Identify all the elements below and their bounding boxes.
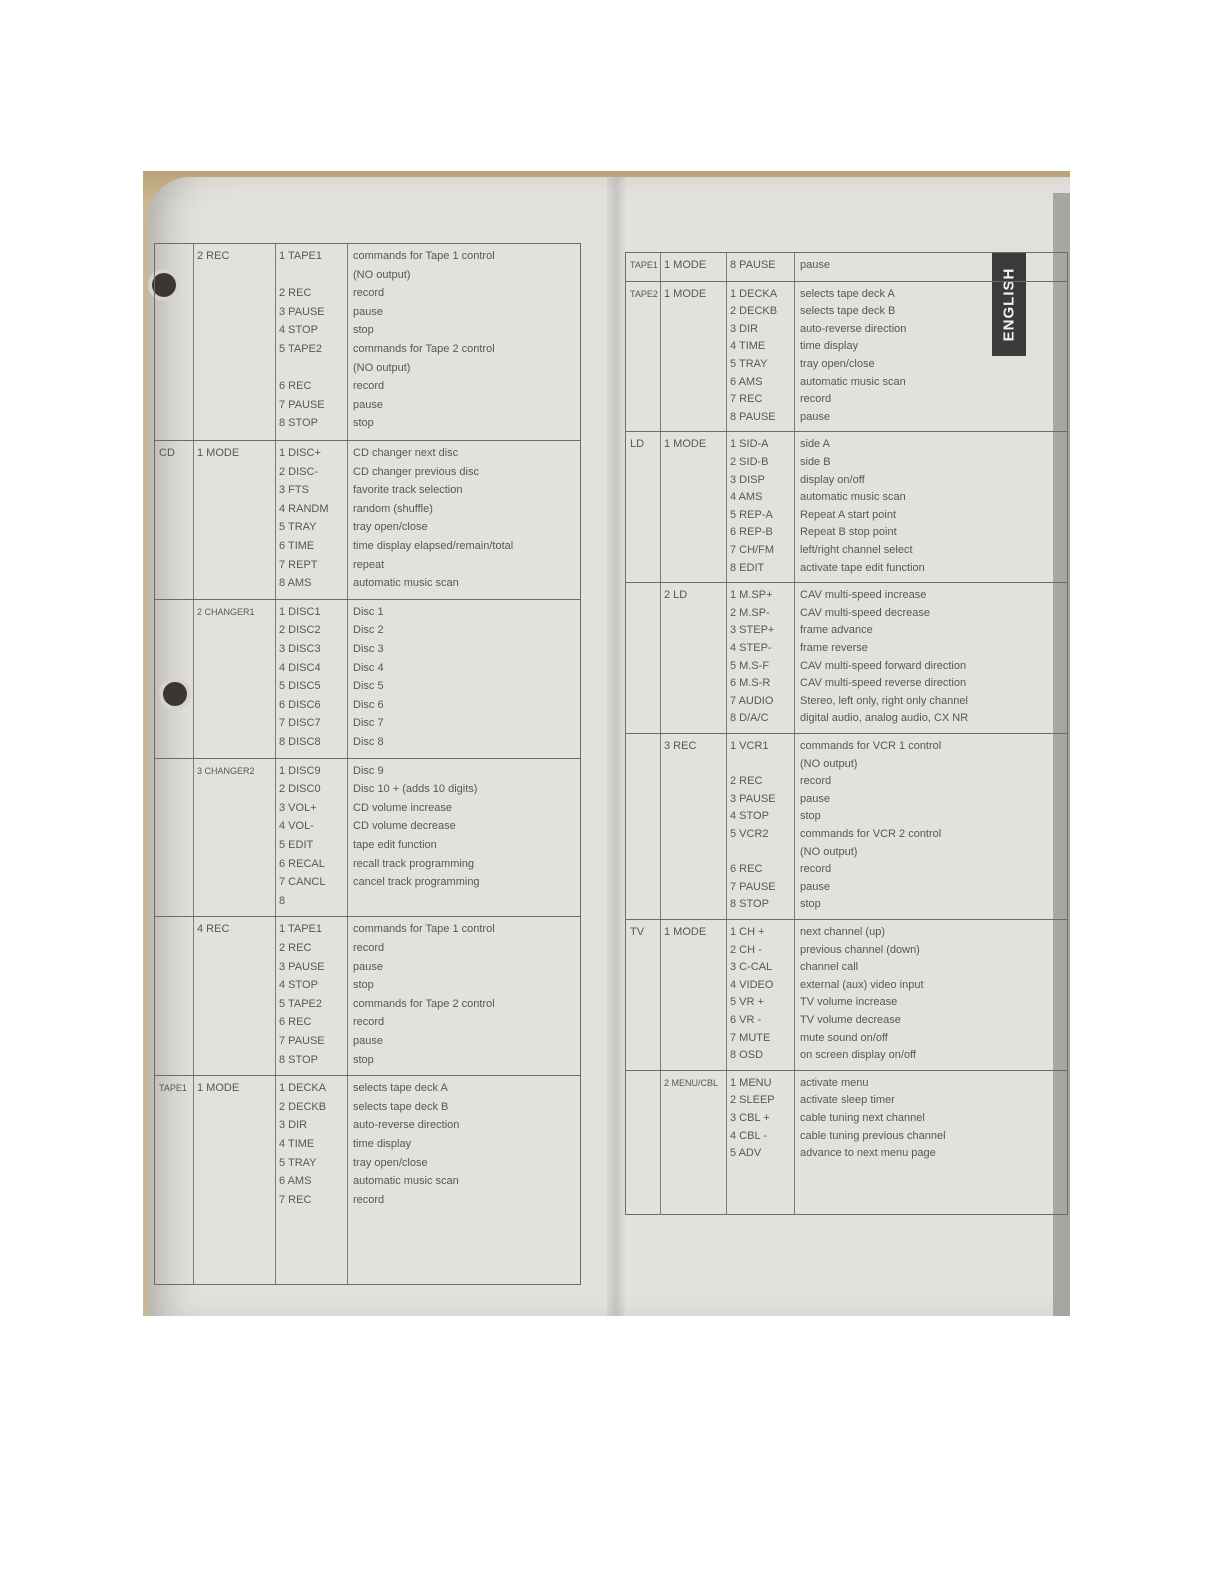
key-cell: 4 VOL- [279, 820, 314, 833]
description-cell: stop [353, 979, 374, 992]
key-cell: 6 RECAL [279, 857, 325, 870]
key-cell: 6 TIME [279, 540, 315, 552]
key-cell: 2 DISC0 [279, 783, 321, 796]
description-cell: Disc 7 [353, 717, 384, 730]
key-cell: 6 DISC6 [279, 698, 321, 711]
key-cell: 4 VIDEO [730, 978, 774, 991]
key-cell: 7 CANCL [279, 876, 326, 889]
key-cell: 7 REC [279, 1193, 312, 1206]
description-cell: selects tape deck B [353, 1100, 449, 1113]
mode-label: 2 CHANGER1 [197, 606, 255, 617]
key-cell: 1 MENU [730, 1076, 772, 1089]
key-cell: 8 EDIT [730, 561, 765, 574]
group-label: LD [630, 438, 645, 451]
key-cell: 2 DECKB [730, 305, 778, 318]
description-cell: tray open/close [800, 357, 875, 370]
key-cell: 7 DISC7 [279, 717, 321, 730]
description-cell: display on/off [800, 473, 865, 486]
left-function-table [154, 243, 581, 1285]
key-cell: 8 STOP [279, 417, 318, 430]
key-cell: 6 REC [279, 1016, 312, 1029]
description-cell: channel call [800, 961, 859, 974]
description-cell: activate menu [800, 1076, 869, 1089]
description-cell: record [353, 380, 385, 393]
table-section [626, 253, 1067, 281]
description-cell: Stereo, left only, right only channel [800, 694, 968, 707]
key-cell: 4 TIME [730, 340, 766, 353]
description-cell: tray open/close [353, 1156, 428, 1169]
description-cell: CAV multi-speed forward direction [800, 659, 967, 672]
description-cell: advance to next menu page [800, 1147, 936, 1160]
description-cell: frame advance [800, 624, 873, 637]
table-section [155, 758, 580, 917]
description-cell: CAV multi-speed decrease [800, 606, 931, 619]
mode-label: 1 MODE [197, 1082, 240, 1095]
key-cell: 2 DISC- [279, 465, 319, 478]
description-cell: tray open/close [353, 521, 428, 534]
table-section [155, 440, 580, 599]
key-cell: 7 CH/FM [730, 543, 774, 556]
description-cell: record [353, 941, 385, 954]
key-cell: 8 OSD [730, 1049, 764, 1062]
table-section [155, 1075, 580, 1215]
key-cell: 3 C-CAL [730, 961, 773, 974]
description-cell: pause [800, 792, 830, 805]
key-cell: 1 DECKA [279, 1082, 327, 1095]
key-cell: 8 AMS [279, 577, 312, 590]
mode-label: 1 MODE [664, 287, 707, 300]
mode-label: 3 REC [664, 740, 697, 752]
table-section [626, 919, 1067, 1070]
description-cell: pause [800, 410, 830, 423]
right-function-table [625, 252, 1068, 1215]
key-cell: 3 FTS [279, 484, 309, 497]
description-cell: auto-reverse direction [353, 1119, 460, 1132]
description-cell: commands for Tape 2 control [353, 343, 495, 355]
key-cell: 4 STOP [730, 810, 769, 823]
mode-label: 1 MODE [664, 259, 707, 271]
mode-label: 2 LD [664, 589, 688, 602]
group-label: TAPE1 [630, 260, 658, 270]
manual-page [149, 177, 1070, 1316]
key-cell: 2 M.SP- [730, 606, 770, 619]
description-cell: Repeat B stop point [800, 526, 897, 539]
table-section [155, 916, 580, 1075]
key-cell: 4 CBL - [730, 1129, 767, 1142]
key-cell: 6 AMS [730, 375, 763, 388]
key-cell: 2 CH - [730, 943, 762, 956]
key-cell: 3 PAUSE [730, 792, 776, 805]
key-cell: 2 SLEEP [730, 1094, 775, 1107]
key-cell: 1 TAPE1 [279, 250, 323, 262]
description-cell: Disc 1 [353, 605, 384, 618]
key-cell: 4 TIME [279, 1137, 315, 1150]
key-cell: 1 DECKA [730, 287, 778, 300]
key-cell: 8 STOP [730, 898, 769, 911]
description-cell: frame reverse [800, 641, 868, 654]
description-cell: commands for VCR 1 control [800, 740, 942, 752]
description-cell: pause [353, 960, 383, 973]
key-cell: 4 STOP [279, 324, 318, 337]
key-cell: 1 DISC9 [279, 764, 321, 777]
description-cell: pause [800, 259, 830, 271]
table-section [626, 582, 1067, 733]
key-cell: 4 RANDM [279, 502, 329, 515]
group-label: TAPE2 [630, 288, 658, 299]
description-cell: TV volume increase [800, 996, 898, 1009]
description-cell: (NO output) [353, 268, 411, 281]
key-cell: 7 PAUSE [730, 880, 776, 893]
table-section [626, 431, 1067, 582]
description-cell: CD changer next disc [353, 447, 459, 459]
key-cell: 6 VR - [730, 1014, 762, 1026]
description-cell: selects tape deck B [800, 305, 896, 318]
description-cell: pause [353, 305, 383, 318]
description-cell: cable tuning previous channel [800, 1129, 946, 1142]
key-cell: 4 DISC4 [279, 661, 321, 674]
key-cell: 8 STOP [279, 1053, 318, 1066]
mode-label: 2 REC [197, 250, 230, 262]
table-section [626, 281, 1067, 432]
key-cell: 3 STEP+ [730, 624, 775, 637]
key-cell: 6 M.S-R [730, 677, 771, 690]
table-section [626, 733, 1067, 919]
description-cell: CAV multi-speed reverse direction [800, 677, 967, 690]
description-cell: Disc 4 [353, 661, 384, 674]
description-cell: (NO output) [800, 757, 858, 770]
description-cell: commands for Tape 1 control [353, 250, 495, 262]
key-cell: 3 PAUSE [279, 305, 325, 318]
description-cell: recall track programming [353, 857, 475, 870]
key-cell: 1 DISC+ [279, 447, 321, 459]
key-cell: 4 STEP- [730, 641, 772, 654]
key-cell: 1 M.SP+ [730, 589, 773, 602]
description-cell: Disc 10 + (adds 10 digits) [353, 783, 478, 796]
key-cell: 5 EDIT [279, 838, 314, 851]
description-cell: activate sleep timer [800, 1094, 895, 1107]
description-cell: TV volume decrease [800, 1014, 901, 1026]
description-cell: favorite track selection [353, 484, 463, 497]
description-cell: stop [353, 1053, 374, 1066]
description-cell: stop [800, 810, 821, 823]
description-cell: activate tape edit function [800, 561, 925, 574]
description-cell: Disc 6 [353, 698, 384, 711]
description-cell: selects tape deck A [800, 287, 895, 300]
description-cell: automatic music scan [800, 375, 906, 388]
key-cell: 2 REC [279, 941, 312, 954]
key-cell: 5 TAPE2 [279, 997, 323, 1010]
key-cell: 1 SID-A [730, 438, 769, 451]
description-cell: record [353, 1193, 385, 1206]
key-cell: 7 MUTE [730, 1031, 771, 1044]
key-cell: 1 TAPE1 [279, 923, 323, 936]
description-cell: random (shuffle) [353, 502, 433, 515]
mode-label: 3 CHANGER2 [197, 765, 255, 776]
description-cell: CD changer previous disc [353, 465, 479, 478]
key-cell: 6 REP-B [730, 526, 773, 539]
description-cell: mute sound on/off [800, 1031, 888, 1044]
description-cell: record [800, 775, 832, 788]
key-cell: 4 AMS [730, 491, 763, 504]
key-cell: 7 PAUSE [279, 398, 325, 411]
document-photo [143, 171, 1070, 1316]
key-cell: 3 DIR [730, 322, 759, 335]
mode-label: 1 MODE [197, 447, 240, 459]
description-cell: record [800, 393, 832, 406]
description-cell: next channel (up) [800, 926, 885, 938]
description-cell: side A [800, 438, 830, 451]
key-cell: 7 AUDIO [730, 694, 774, 707]
key-cell: 6 REC [279, 380, 312, 393]
description-cell: time display [353, 1137, 412, 1150]
description-cell: commands for VCR 2 control [800, 828, 942, 840]
description-cell: time display [800, 340, 859, 353]
key-cell: 3 DISP [730, 473, 765, 486]
description-cell: Disc 9 [353, 764, 384, 777]
description-cell: Disc 3 [353, 642, 384, 655]
key-cell: 7 REC [730, 393, 763, 406]
key-cell: 5 TRAY [730, 357, 768, 370]
description-cell: (NO output) [800, 845, 858, 858]
description-cell: stop [353, 324, 374, 337]
key-cell: 2 SID-B [730, 455, 769, 468]
description-cell: Disc 2 [353, 624, 384, 637]
description-cell: CAV multi-speed increase [800, 589, 927, 602]
page-fold [607, 177, 625, 1316]
key-cell: 3 DISC3 [279, 642, 321, 655]
description-cell: external (aux) video input [800, 978, 924, 991]
description-cell: automatic music scan [353, 577, 459, 590]
key-cell: 5 DISC5 [279, 680, 321, 693]
description-cell: repeat [353, 558, 385, 571]
description-cell: digital audio, analog audio, CX NR [800, 712, 969, 725]
description-cell: pause [353, 1034, 383, 1047]
description-cell: commands for Tape 1 control [353, 923, 495, 936]
table-section [626, 1070, 1067, 1168]
key-cell: 5 VR + [730, 996, 764, 1009]
description-cell: record [353, 1016, 385, 1029]
key-cell: 5 TRAY [279, 521, 317, 534]
description-cell: automatic music scan [800, 491, 906, 504]
group-label: TV [630, 926, 645, 938]
description-cell: tape edit function [353, 838, 437, 851]
mode-label: 4 REC [197, 923, 230, 936]
group-label: TAPE1 [159, 1083, 187, 1094]
description-cell: CD volume decrease [353, 820, 456, 833]
key-cell: 2 REC [730, 775, 763, 788]
language-tab-label: ENGLISH [1000, 267, 1018, 341]
key-cell: 5 VCR2 [730, 828, 769, 840]
description-cell: cancel track programming [353, 876, 480, 889]
description-cell: commands for Tape 2 control [353, 997, 495, 1010]
description-cell: record [800, 863, 832, 876]
mode-label: 1 MODE [664, 438, 707, 451]
description-cell: side B [800, 455, 831, 468]
key-cell: 8 PAUSE [730, 410, 776, 423]
description-cell: selects tape deck A [353, 1082, 448, 1095]
description-cell: stop [353, 417, 374, 430]
key-cell: 5 ADV [730, 1147, 762, 1160]
key-cell: 2 DISC2 [279, 624, 321, 637]
key-cell: 5 TAPE2 [279, 343, 323, 355]
key-cell: 3 CBL + [730, 1111, 770, 1124]
description-cell: stop [800, 898, 821, 911]
description-cell: Disc 8 [353, 735, 384, 748]
mode-label: 1 MODE [664, 926, 707, 938]
description-cell: Repeat A start point [800, 508, 897, 521]
mode-label: 2 MENU/CBL [664, 1077, 719, 1088]
description-cell: previous channel (down) [800, 943, 920, 956]
key-cell: 5 REP-A [730, 508, 773, 521]
description-cell: pause [353, 398, 383, 411]
key-cell: 7 PAUSE [279, 1034, 325, 1047]
key-cell: 6 AMS [279, 1175, 312, 1188]
key-cell: 8 PAUSE [730, 259, 776, 271]
key-cell: 1 VCR1 [730, 740, 769, 752]
key-cell: 6 REC [730, 863, 763, 876]
description-cell: CD volume increase [353, 801, 453, 814]
key-cell: 3 DIR [279, 1119, 308, 1132]
group-label: CD [159, 447, 175, 459]
key-cell: 5 M.S-F [730, 659, 770, 672]
key-cell: 8 [279, 894, 286, 907]
key-cell: 8 D/A/C [730, 712, 769, 725]
description-cell: cable tuning next channel [800, 1111, 925, 1124]
description-cell: record [353, 287, 385, 300]
description-cell: time display elapsed/remain/total [353, 540, 514, 552]
key-cell: 5 TRAY [279, 1156, 317, 1169]
description-cell: auto-reverse direction [800, 322, 907, 335]
key-cell: 7 REPT [279, 558, 318, 571]
key-cell: 4 STOP [279, 979, 318, 992]
table-section [155, 244, 580, 440]
key-cell: 3 VOL+ [279, 801, 317, 814]
description-cell: left/right channel select [800, 543, 913, 556]
description-cell: pause [800, 880, 830, 893]
key-cell: 2 REC [279, 287, 312, 300]
key-cell: 3 PAUSE [279, 960, 325, 973]
key-cell: 1 CH + [730, 926, 765, 938]
table-section [155, 599, 580, 758]
description-cell: on screen display on/off [800, 1049, 916, 1062]
key-cell: 1 DISC1 [279, 605, 321, 618]
description-cell: (NO output) [353, 361, 411, 374]
key-cell: 2 DECKB [279, 1100, 327, 1113]
description-cell: automatic music scan [353, 1175, 459, 1188]
key-cell: 8 DISC8 [279, 735, 321, 748]
description-cell: Disc 5 [353, 680, 384, 693]
